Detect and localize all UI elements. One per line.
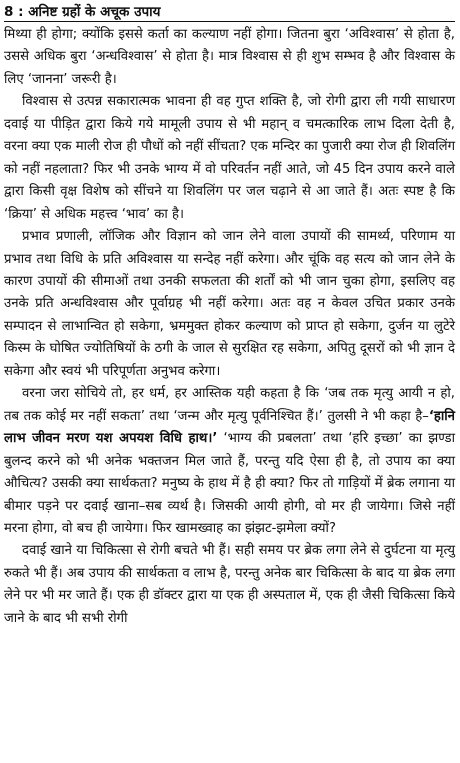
page-header-title: 8 : अनिष्ट ग्रहों के अचूक उपाय: [4, 4, 161, 20]
paragraph-3: प्रभाव प्रणाली, लॉजिक और विज्ञान को जान लेने वाला उपायों की सामर्थ्य, परिणाम या प्रभाव तथा विधि के प्रति अविश्वास या सन्देह नहीं करेगा। और चूंकि वह सत्य को जान लेने के कारण उपायों की सीमाओं तथा उनकी सफलता की शर्तों को भी जान चुका होगा, इसलिए वह उनके प्रति अन्धविश्वास और पूर्वाग्रह भी नहीं करेगा। अतः वह न केवल उचित प्रकार उनके सम्पादन से लाभान्वित हो सकेगा, भ्रममुक्त होकर कल्याण को प्राप्त हो सकेगा, दुर्जन या लुटेरे किस्म के घोषित ज्योतिषियों के ठगी के जाल से सुरक्षित रह सकेगा, अपितु दूसरों को भी ज्ञान दे सकेगा और स्वयं भी परिपूर्णता अनुभव करेगा।: [4, 229, 455, 379]
tulsi-quote: ‘हानि लाभ जीवन मरण यश अपयश विधि हाथ।’: [4, 408, 455, 447]
paragraph-2: विश्वास से उत्पन्न सकारात्मक भावना ही वह गुप्त शक्ति है, जो रोगी द्वारा ली गयी साधारण दवाई या पीड़ित द्वारा किये गये मामूली उपाय से भी महान् व चमत्कारिक लाभ दिला देती है, वरना क्या एक माली रोज ही पौधों को नहीं सींचता? एक मन्दिर का पुजारी क्या रोज ही शिवलिंग को नहीं नहलाता? फिर भी उनके भाग्य में वो परिवर्तन नहीं आते, जो 45 दिन उपाय करने वाले द्वारा किसी वृक्ष विशेष को सींचने या शिवलिंग पर जल चढ़ाने से आ जाते हैं। अतः स्पष्ट है कि ‘क्रिया’ से अधिक महत्त्व ‘भाव’ का है।: [4, 94, 455, 222]
page-header: [4, 3, 455, 22]
paragraph-4: [4, 383, 455, 540]
paragraph-4-lead: वरना जरा सोचिये तो, हर धर्म, हर आस्तिक यही कहता है कि ‘जब तक मृत्यु आयी न हो, तब तक कोई मर नहीं सकता’ तथा ‘जन्म और मृत्यु पूर्वनिश्चित हैं।’ तुलसी ने भी कहा है–: [4, 386, 455, 424]
paragraph-1: मिथ्या ही होगा; क्योंकि इससे कर्ता का कल्याण नहीं होगा। जितना बुरा ‘अविश्वास’ से होता है, उससे अधिक बुरा ‘अन्धविश्वास’ से होता है। मात्र विश्वास से ही शुभ सम्भव है और विश्वास के लिए ‘जानना’ जरूरी है।: [4, 27, 455, 87]
body-text: [4, 24, 455, 630]
paragraph-5: दवाई खाने या चिकित्सा से रोगी बचते भी हैं। सही समय पर ब्रेक लगा लेने से दुर्घटना या मृत्यु रुकते भी हैं। अब उपाय की सार्थकता व लाभ है, परन्तु अनेक बार चिकित्सा के बाद या ब्रेक लगा लेने पर भी मर जाते हैं। एक ही डॉक्टर द्वारा या एक ही अस्पताल में, एक ही जैसी चिकित्सा किये जाने के बाद भी सभी रोगी: [4, 543, 455, 626]
paragraph-4-rest: ‘भाग्य की प्रबलता’ तथा ‘हरि इच्छा’ का झण्डा बुलन्द करने को भी अनेक भक्तजन मिल जाते हैं, परन्तु यदि ऐसा ही है, तो उपाय का क्या औचित्य? उसकी क्या सार्थकता? मनुष्य के हाथ में है ही क्या? फिर तो गाड़ियों में ब्रेक लगाना या बीमार पड़ने पर दवाई खाना–सब व्यर्थ है। जिसकी आयी होगी, वो मर ही जायेगा। जिसे नहीं मरना होगा, वो बच ही जायेगा। फिर खामख्वाह का झंझट-झमेला क्यों?: [4, 431, 456, 536]
